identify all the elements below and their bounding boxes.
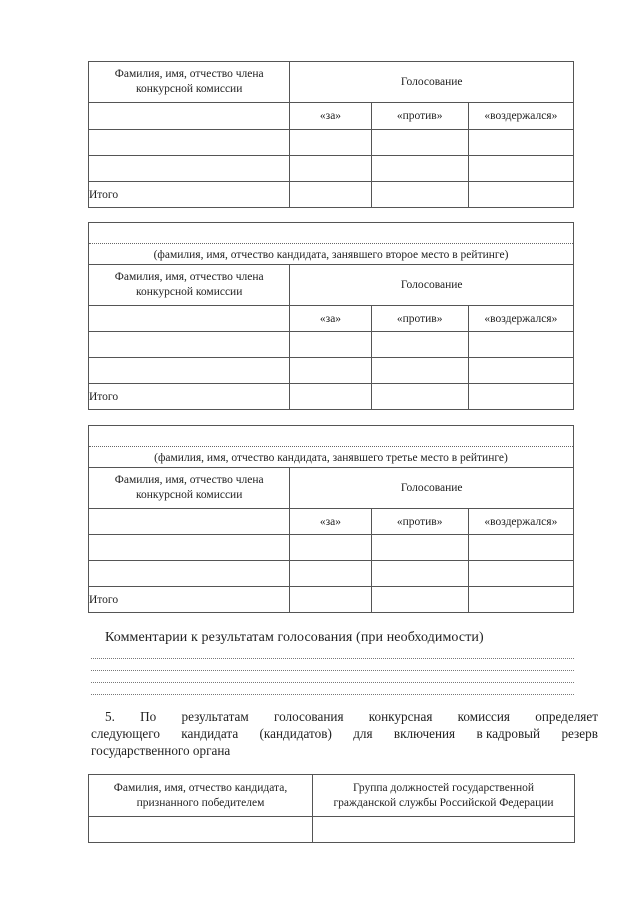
vote-abstained-header: «воздержался» [468,306,573,332]
paragraph-word: конкурсная [368,709,433,724]
member-name-header-line1: Фамилия, имя, отчество члена [114,271,264,283]
paragraph-5-line-1 [91,708,598,725]
comments-title: Комментарии к результатам голосования (при необходимости) [105,630,484,645]
comment-line [91,670,574,671]
candidate-name-line [89,428,573,447]
comment-line [91,694,574,695]
paragraph-5-line-3: государственного органа [91,743,231,758]
member-name-header-line1: Фамилия, имя, отчество члена [114,474,264,486]
position-group-header-line2: гражданской службы Российской Федерации [333,796,554,809]
voting-header: Голосование [290,468,574,509]
member-name-header-line1: Фамилия, имя, отчество члена [114,68,264,80]
vote-abstained-header: «воздержался» [468,103,573,130]
voting-header: Голосование [290,265,574,306]
winner-table [88,774,575,843]
member-name-header [89,62,290,103]
voting-table-first [88,61,574,208]
table-row [89,358,574,384]
voting-header: Голосование [290,62,574,103]
member-name-header-line2: конкурсной комиссии [136,83,243,95]
position-group-header [313,775,575,817]
paragraph-word: По [140,709,157,724]
winner-name-header [89,775,313,817]
paragraph-5-line-2 [91,725,598,742]
paragraph-word: комиссия [457,709,510,724]
table-row [89,817,575,843]
paragraph-word: включения [393,726,456,741]
voting-table-second-place [88,222,574,410]
vote-for-header: «за» [290,306,371,332]
voting-table-third-place [88,425,574,613]
vote-for-header: «за» [290,103,371,130]
winner-name-header-line2: признанного победителем [136,796,265,809]
total-label: Итого [89,587,290,613]
member-name-header-line2: конкурсной комиссии [136,286,243,298]
position-group-header-line1: Группа должностей государственной [352,781,535,794]
empty-cell [89,306,290,332]
comment-line [91,658,574,659]
paragraph-word: кандидата [181,726,239,741]
table-row [89,130,574,156]
paragraph-word: голосования [273,709,344,724]
vote-abstained-header: «воздержался» [468,509,573,535]
member-name-header-line2: конкурсной комиссии [136,489,243,501]
candidate-name-line [89,225,573,244]
paragraph-word: 5. [105,709,115,724]
comment-line [91,682,574,683]
paragraph-word: определяет [535,709,598,724]
table-row [89,561,574,587]
member-name-header [89,468,290,509]
empty-cell [89,103,290,130]
candidate-caption [89,426,574,468]
total-label: Итого [89,384,290,410]
table-row [89,332,574,358]
winner-name-header-line1: Фамилия, имя, отчество кандидата, [113,781,288,794]
vote-for-header: «за» [290,509,371,535]
vote-against-header: «против» [371,306,468,332]
table-row [89,156,574,182]
total-label: Итого [89,182,290,208]
paragraph-word: для [353,726,373,741]
vote-against-header: «против» [371,509,468,535]
candidate-caption [89,223,574,265]
vote-against-header: «против» [371,103,468,130]
paragraph-word: в кадровый [476,726,541,741]
paragraph-word: резерв [561,726,598,741]
empty-cell [89,509,290,535]
paragraph-word: результатам [181,709,249,724]
candidate-caption-text: (фамилия, имя, отчество кандидата, занявшего второе место в рейтинге) [153,249,509,261]
paragraph-word: (кандидатов) [259,726,332,741]
paragraph-word: следующего [91,726,160,741]
candidate-caption-text: (фамилия, имя, отчество кандидата, занявшего третье место в рейтинге) [154,452,508,464]
table-row [89,535,574,561]
paragraph-5 [91,708,598,759]
member-name-header [89,265,290,306]
